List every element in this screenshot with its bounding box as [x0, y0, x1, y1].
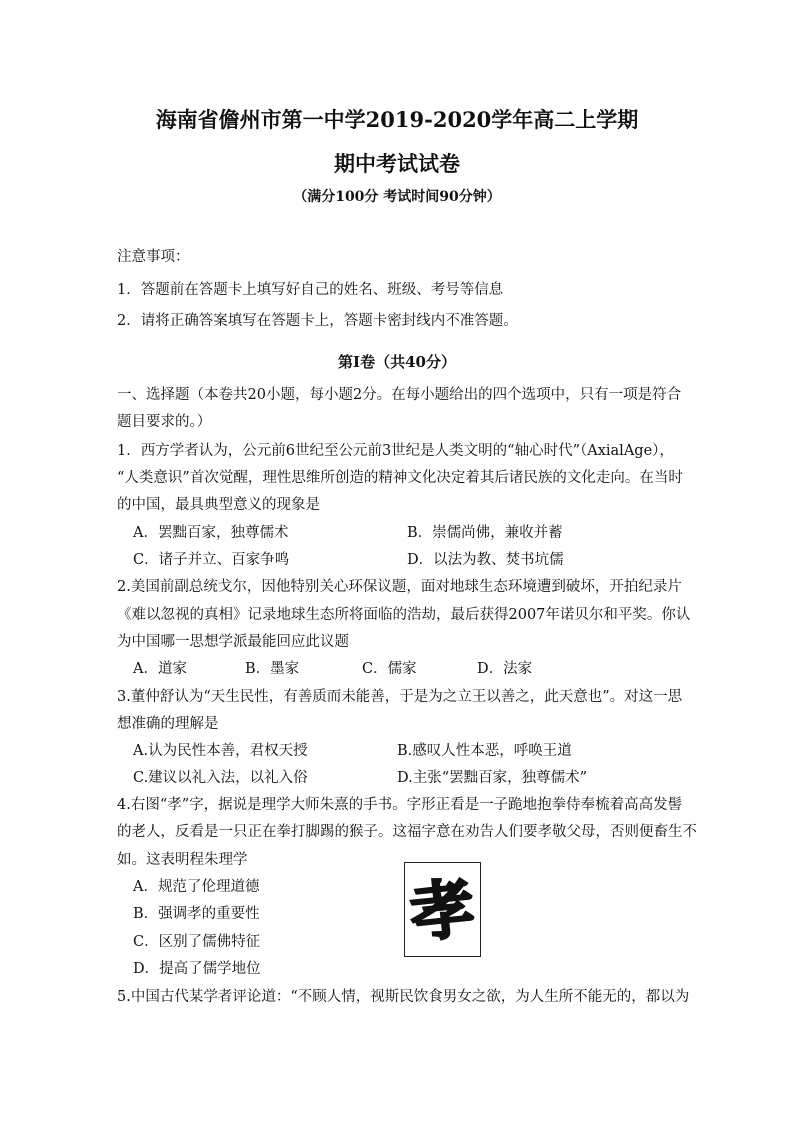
question-5-text: 5.中国古代某学者评论道：“不顾人情，视斯民饮食男女之欲，为人生所不能无的，都以为 [117, 989, 690, 1005]
notes-heading: 注意事项： [117, 249, 190, 265]
question-1-text: 1．西方学者认为，公元前6世纪至公元前3世纪是人类文明的“轴心时代”（AxialAge）， [117, 443, 674, 459]
question-4-text: 如。这表明程朱理学 [117, 852, 248, 868]
question-3-option-c: C.建议以礼入法，以礼入俗 [133, 770, 308, 786]
question-3-text: 3.董仲舒认为“天生民性，有善质而未能善，于是为之立王以善之，此天意也”。对这一思 [117, 689, 683, 705]
question-1-text: 的中国，最具典型意义的现象是 [117, 497, 320, 513]
section-instruction: 一、选择题（本卷共20小题，每小题2分。在每小题给出的四个选项中，只有一项是符合 [117, 387, 682, 403]
calligraphy-xiao-icon [405, 863, 480, 956]
question-4-option-c: C．区别了儒佛特征 [133, 934, 261, 950]
question-2-option-c: C．儒家 [362, 661, 417, 677]
question-2-option-b: B．墨家 [245, 661, 300, 677]
question-2-option-a: A．道家 [133, 661, 187, 677]
question-1-option-b: B．崇儒尚佛，兼收并蓄 [407, 525, 563, 541]
question-3-option-b: B.感叹人性本恶，呼唤王道 [397, 743, 572, 759]
question-3-option-d: D.主张“罢黜百家，独尊儒术” [397, 770, 588, 786]
calligraphy-character: 孝 [406, 870, 479, 953]
exam-title-line2: 期中考试试卷 [334, 151, 460, 176]
question-1-option-a: A．罢黜百家，独尊儒术 [133, 525, 289, 541]
question-1-option-d: D．以法为教、焚书坑儒 [407, 552, 564, 568]
question-2-text: 为中国哪一思想学派最能回应此议题 [117, 634, 349, 650]
question-3-option-a: A.认为民性本善，君权天授 [133, 743, 308, 759]
question-1-option-c: C．诸子并立、百家争鸣 [133, 552, 290, 568]
question-2-text: 2.美国前副总统戈尔，因他特别关心环保议题，面对地球生态环境遭到破坏，开拍纪录片 [117, 579, 682, 595]
question-4-text: 的老人，反看是一只正在拳打脚踢的猴子。这福字意在劝告人们要孝敬父母，否则便畜生不 [117, 824, 697, 840]
note-item: 1．答题前在答题卡上填写好自己的姓名、班级、考号等信息 [117, 282, 504, 298]
calligraphy-figure [404, 862, 481, 957]
question-4-option-d: D．提高了儒学地位 [133, 961, 261, 977]
question-3-text: 想准确的理解是 [117, 716, 219, 732]
question-4-option-a: A．规范了伦理道德 [133, 879, 260, 895]
question-2-text: 《难以忽视的真相》记录地球生态所将面临的浩劫，最后获得2007年诺贝尔和平奖。你认 [117, 607, 691, 623]
question-4-text: 4.右图“孝”字，据说是理学大师朱熹的手书。字形正看是一子跪地抱拳侍奉梳着高高发髻 [117, 797, 683, 813]
question-2-option-d: D．法家 [477, 661, 533, 677]
exam-title-line1: 海南省儋州市第一中学2019-2020学年高二上学期 [155, 107, 639, 132]
question-4-option-b: B．强调孝的重要性 [133, 906, 260, 922]
exam-subtitle: （满分100分 考试时间90分钟） [293, 189, 501, 205]
section-instruction: 题目要求的。） [117, 414, 212, 430]
question-1-text: “人类意识”首次觉醒，理性思维所创造的精神文化决定着其后诸民族的文化走向。在当时 [117, 470, 683, 486]
note-item: 2．请将正确答案填写在答题卡上，答题卡密封线内不准答题。 [117, 313, 518, 329]
section-title: 第I卷（共40分） [338, 353, 456, 371]
